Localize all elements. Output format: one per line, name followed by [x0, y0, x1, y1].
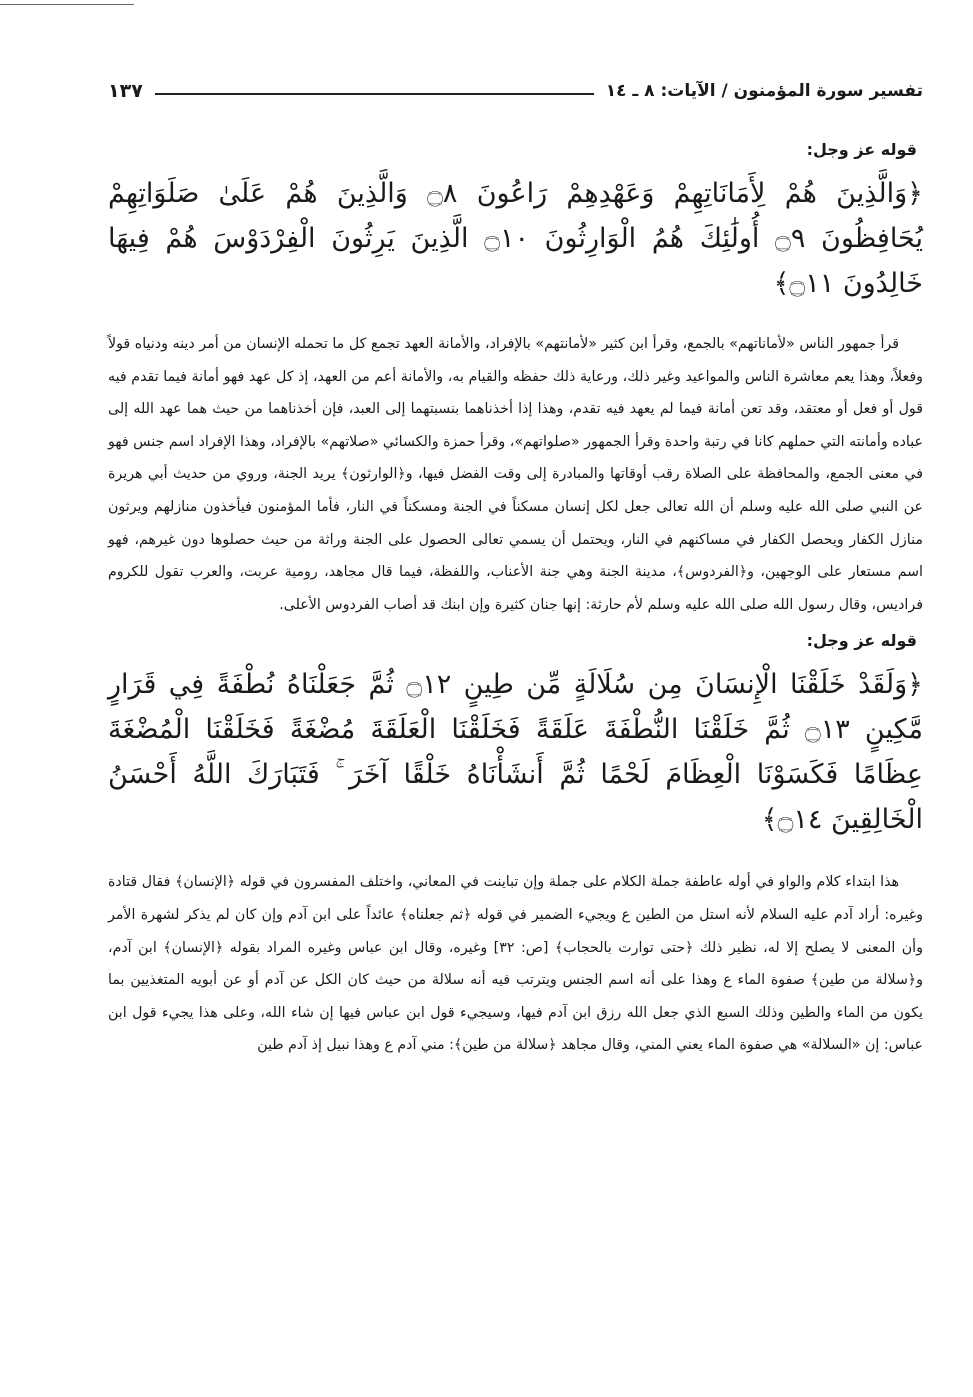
- top-edge-rule: [0, 4, 134, 5]
- book-page: [108, 76, 923, 1072]
- section-intro: قوله عز وجل:: [806, 140, 917, 159]
- quran-verse-block: ﴿وَالَّذِينَ هُمْ لِأَمَانَاتِهِمْ وَعَهْدِهِمْ رَاعُونَ ۝٨ وَالَّذِينَ هُمْ عَلَىٰ صَلَوَاتِهِمْ يُحَافِظُونَ ۝٩ أُولَٰئِكَ هُمُ الْوَارِثُونَ ۝١٠ الَّذِينَ يَرِثُونَ الْفِرْدَوْسَ هُمْ فِيهَا خَالِدُونَ ۝١١﴾: [108, 178, 923, 299]
- section-intro: قوله عز وجل:: [806, 631, 917, 651]
- quran-verse-block: ﴿وَلَقَدْ خَلَقْنَا الْإِنسَانَ مِن سُلَالَةٍ مِّن طِينٍ ۝١٢ ثُمَّ جَعَلْنَاهُ نُطْفَةً فِي قَرَارٍ مَّكِينٍ ۝١٣ ثُمَّ خَلَقْنَا النُّطْفَةَ عَلَقَةً فَخَلَقْنَا الْعَلَقَةَ مُضْغَةً فَخَلَقْنَا الْمُضْغَةَ عِظَامًا فَكَسَوْنَا الْعِظَامَ لَحْمًا ثُمَّ أَنشَأْنَاهُ خَلْقًا آخَرَ ۚ فَتَبَارَكَ اللَّهُ أَحْسَنُ الْخَالِقِينَ ۝١٤﴾: [108, 669, 924, 836]
- running-header: [108, 76, 923, 106]
- header-rule: [155, 93, 594, 95]
- section-verses-12-14: [108, 631, 923, 1062]
- section-verses-8-11: [108, 140, 923, 621]
- commentary-paragraph: قرأ جمهور الناس «لأماناتهم» بالجمع، وقرأ ابن كثير «لأمانتهم» بالإفراد، والأمانة العهد تجمع كل ما تحمله الإنسان من أمر دينه ودنياه قولاً وفعلاً، وهذا يعم معاشرة الناس والمواعيد وغير ذلك، ورعاية ذلك حفظه والقيام به، والأمانة أعم من العهد، إذ كل عهد فهو أمانة فيما تقدم فيه قول أو فعل أو معتقد، وقد تعن أمانة فيما لم يعهد فيه تقدم، وهذا إذا أخذناهما بنسبتهما إلى العبد، فإن أخذناهما من حيث هما عهد الله إلى عباده وأمانته التي حملهم كانا في رتبة واحدة وقرأ الجمهور «صلواتهم»، وقرأ حمزة والكسائي «صلاتهم» بالإفراد، وهذا الإفراد اسم جنس فهو في معنى الجمع، والمحافظة على الصلاة رقب أوقاتها والمبادرة إلى وقت الفضل فيها، و﴿الوارثون﴾ يريد الجنة، وروي من حديث أبي هريرة عن النبي صلى الله عليه وسلم أن الله تعالى جعل لكل إنسان مسكناً في الجنة ومسكناً في النار، فأما المؤمنون فيأخذون منازلهم ويرثون منازل الكفار ويحصل الكفار في مساكنهم في النار، ويحتمل أن يسمي تعالى الحصول على الجنة وراثة من حيث حصلوها دون غيرهم، فهو اسم مستعار على الوجهين، و﴿الفردوس﴾، مدينة الجنة وهي جنة الأعناب، واللفظة، فيما قال مجاهد، رومية عربت، والعرب تقول للكروم فراديس، وقال رسول الله صلى الله عليه وسلم لأم حارثة: إنها جنان كثيرة وإن ابنك قد أصاب الفردوس الأعلى.: [108, 336, 923, 613]
- commentary-paragraph: هذا ابتداء كلام والواو في أوله عاطفة جملة الكلام على جملة وإن تباينت في المعاني، واختلف المفسرون في قوله ﴿الإنسان﴾ فقال قتادة وغيره: أراد آدم عليه السلام لأنه استل من الطين ع ويجيء الضمير في قوله ﴿ثم جعلناه﴾ عائداً على ابن آدم وإن كان لم يذكر لشهرة الأمر وأن المعنى لا يصلح إلا له، نظير ذلك ﴿حتى توارت بالحجاب﴾ [ص: ٣٢] وغيره، وقال ابن عباس وغيره المراد بقوله ﴿الإنسان﴾ ابن آدم، و﴿سلالة من طين﴾ صفوة الماء ع وهذا على أنه اسم الجنس ويترتب فيه أنه سلالة من حيث كان الكل عن آدم أو عن أبويه المتغذيين بما يكون من الماء والطين وذلك السبع الذي جعل الله رزق ابن آدم فيها، وسيجيء قول ابن عباس فيها إن شاء الله، وعلى هذا يجيء قول ابن عباس: إن «السلالة» هي صفوة الماء يعني المني، وقال مجاهد ﴿سلالة من طين﴾: مني آدم ع وهذا نبيل إذ آدم طين: [108, 874, 923, 1054]
- running-title: تفسير سورة المؤمنون / الآيات: ٨ ـ ١٤: [605, 81, 923, 101]
- page-number: ١٣٧: [108, 80, 143, 102]
